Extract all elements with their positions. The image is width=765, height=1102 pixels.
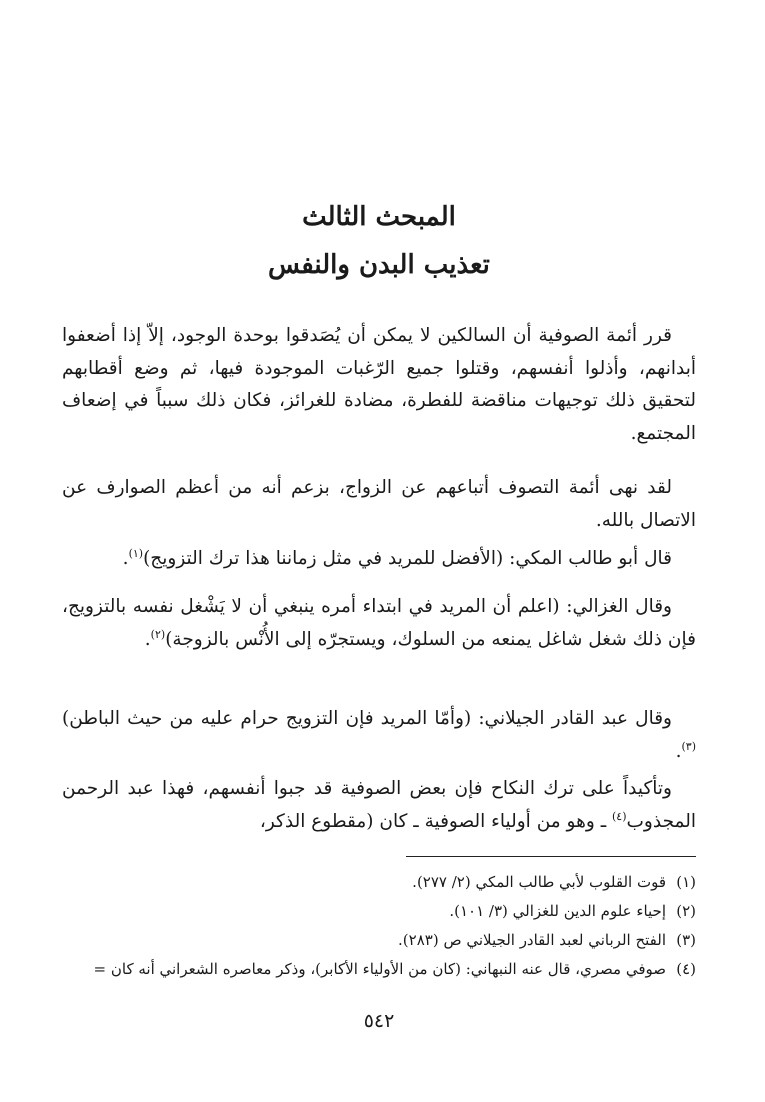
footnote-number: (٢) (676, 902, 696, 920)
footnote-text: إحياء علوم الدين للغزالي (٣/ ١٠١). (449, 902, 666, 920)
paragraph-abu-talib-quote (62, 543, 696, 576)
footnote-text: صوفي مصري، قال عنه النبهاني: (كان من الأولياء الأكابر)، وذكر معاصره الشعراني أنه كان = (93, 960, 666, 978)
book-page (62, 0, 696, 1102)
footnote-text: قوت القلوب لأبي طالب المكي (٢/ ٢٧٧). (412, 873, 666, 891)
section-subject-title: تعذيب البدن والنفس (268, 250, 490, 280)
quote-text: وقال الغزالي: (اعلم أن المريد في ابتداء أمره ينبغي أن لا يَشْغل نفسه بالتزويج، فإن ذلك شغل شاغل يمنعه من السلوك، ويستجرّه إلى الأُنْس بالزوجة) (62, 596, 696, 650)
footnote-separator (406, 856, 696, 857)
footnote-ref: (١) (128, 546, 144, 560)
footnote-number: (٣) (676, 931, 696, 949)
footnote-number: (٤) (676, 960, 696, 978)
paragraph-ghazali-quote (62, 591, 696, 656)
section-number-title: المبحث الثالث (302, 202, 456, 232)
footnote-item (62, 868, 696, 897)
footnote-item (62, 955, 696, 984)
quote-end: . (675, 740, 682, 762)
quote-end: . (144, 628, 151, 650)
footnote-text: الفتح الرباني لعبد القادر الجيلاني ص (٢٨٣). (398, 931, 666, 949)
footnote-item (62, 926, 696, 955)
footnote-number: (١) (676, 873, 696, 891)
paragraph-text-end: ـ وهو من أولياء الصوفية ـ كان (مقطوع الذكر، (259, 810, 612, 832)
paragraph-jilani-quote (62, 703, 696, 768)
footnote-ref: (٢) (150, 627, 166, 641)
quote-end: . (122, 548, 129, 569)
paragraph-marriage-prohibition: لقد نهى أئمة التصوف أتباعهم عن الزواج، بزعم أنه من أعظم الصوارف عن الاتصال بالله. (62, 477, 696, 531)
page-number: ٥٤٢ (363, 1010, 395, 1032)
quote-text: قال أبو طالب المكي: (الأفضل للمريد في مثل زماننا هذا ترك التزويج) (143, 548, 672, 569)
footnote-item (62, 897, 696, 926)
footnote-ref: (٣) (681, 739, 696, 753)
footnotes-list (62, 868, 696, 984)
footnote-ref: (٤) (612, 809, 627, 823)
paragraph-sufi-weakening: قرر أئمة الصوفية أن السالكين لا يمكن أن يُصَدقوا بوحدة الوجود، إلاّ إذا أضعفوا أبدانهم، وأذلوا أنفسهم، وقتلوا جميع الرّغبات الموجودة فيها، ثم وضع أقطابهم لتحقيق ذلك توجيهات مناقضة للفطرة، مضادة للغرائز، فكان ذلك سبباً في إضعاف المجتمع. (62, 325, 696, 444)
quote-text: وقال عبد القادر الجيلاني: (وأمّا المريد فإن التزويج حرام عليه من حيث الباطن) (62, 708, 672, 729)
paragraph-majdhub (62, 773, 696, 838)
paragraph-text-start: وتأكيداً على ترك النكاح فإن بعض الصوفية قد جبوا أنفسهم، فهذا عبد الرحمن المجذوب (62, 778, 696, 832)
